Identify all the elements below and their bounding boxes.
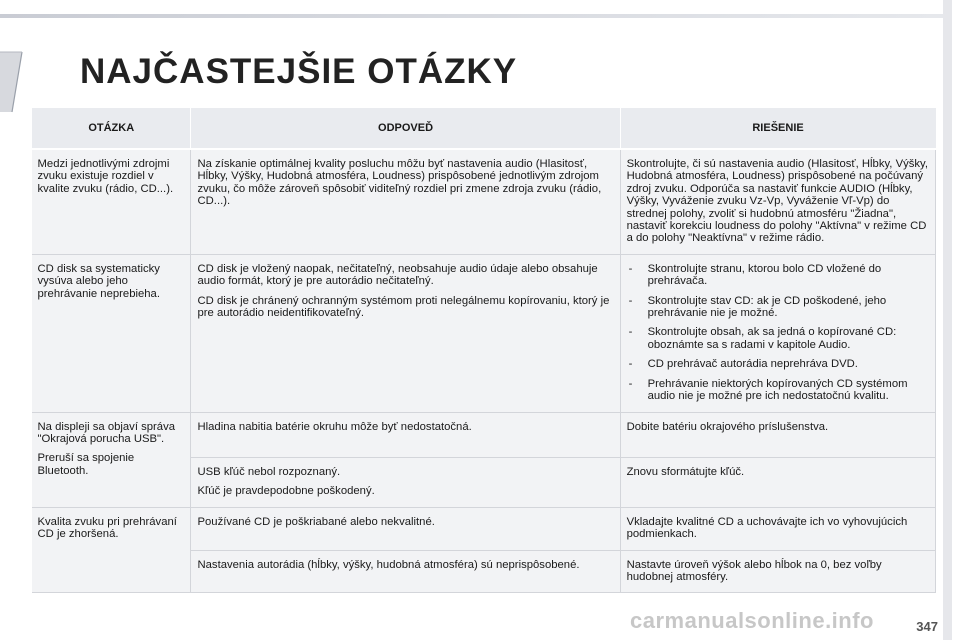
faq-table xyxy=(31,108,936,593)
side-rule xyxy=(943,0,952,640)
answer-text: Na získanie optimálnej kvality posluchu môžu byť nastavenia audio (Hlasitosť, Hĺbky, Výšky, Hudobná atmosféra, Loudness) prispôsobené jednotlivým zdrojom zvuku, čo môže zároveň spôsobiť viditeľný rozdiel pri zmene zdroja zvuku (rádio, CD...). xyxy=(197,158,602,208)
question-text: Preruší sa spojenie Bluetooth. xyxy=(37,452,135,477)
answer-text: Kľúč je pravdepodobne poškodený. xyxy=(197,485,375,498)
list-item: - Skontrolujte stranu, ktorou bolo CD vložené do prehrávača. xyxy=(628,262,882,288)
answer-text: Používané CD je poškriabané alebo nekvalitné. xyxy=(197,515,435,528)
answer-cell xyxy=(191,254,620,412)
answer-cell xyxy=(191,149,620,254)
answer-cell xyxy=(191,507,620,550)
page-number: 347 xyxy=(916,619,938,634)
answer-cell xyxy=(191,412,620,457)
header-answer: ODPOVEĎ xyxy=(191,108,620,149)
table-row xyxy=(32,149,936,254)
question-cell xyxy=(32,507,191,593)
solution-text: Nastavte úroveň výšok alebo hĺbok na 0, bez voľby hudobnej atmosféry. xyxy=(626,558,882,583)
header-solution: RIEŠENIE xyxy=(620,108,935,149)
question-text: Medzi jednotlivými zdrojmi zvuku existuje rozdiel v kvalite zvuku (rádio, CD...). xyxy=(37,158,174,195)
list-item: - CD prehrávač autorádia neprehráva DVD. xyxy=(628,358,858,371)
solution-cell xyxy=(620,254,935,412)
list-item: - Skontrolujte stav CD: ak je CD poškodené, jeho prehrávanie nie je možné. xyxy=(628,294,887,320)
solution-text: Dobite batériu okrajového príslušenstva. xyxy=(626,420,829,433)
answer-cell xyxy=(191,457,620,507)
answer-text: CD disk je vložený naopak, nečitateľný, neobsahuje audio údaje alebo obsahuje audio formát, ktorý je pre autorádio nečitateľný. xyxy=(197,262,598,288)
list-item: - Prehrávanie niektorých kopírovaných CD systémom audio nie je možné pre ich nedostatočnú kvalitu. xyxy=(628,377,908,403)
header-row xyxy=(32,108,936,149)
page-title: NAJČASTEJŠIE OTÁZKY xyxy=(80,52,518,91)
solution-text: Vkladajte kvalitné CD a uchovávajte ich vo vyhovujúcich podmienkach. xyxy=(626,515,908,541)
question-text: CD disk sa systematicky vysúva alebo jeho prehrávanie neprebieha. xyxy=(37,262,160,300)
answer-text: Nastavenia autorádia (hĺbky, výšky, hudobná atmosféra) sú neprispôsobené. xyxy=(197,558,580,571)
solution-cell xyxy=(620,412,935,457)
solution-text: Prehrávanie niektorých kopírovaných CD systémom audio nie je možné pre ich nedostatočnú kvalitu. xyxy=(647,377,908,403)
answer-cell xyxy=(191,550,620,593)
table-row xyxy=(32,254,936,412)
header-question: OTÁZKA xyxy=(32,108,191,149)
question-text: Na displeji sa objaví správa "Okrajová porucha USB". xyxy=(37,420,176,445)
top-rule xyxy=(0,14,944,18)
solution-text: Skontrolujte stav CD: ak je CD poškodené, jeho prehrávanie nie je možné. xyxy=(647,294,887,320)
solution-text: Znovu sformátujte kľúč. xyxy=(626,465,745,478)
list-item: - Skontrolujte obsah, ak sa jedná o kopírované CD: oboznámte sa s radami v kapitole Audio. xyxy=(628,326,897,351)
table-row xyxy=(32,507,936,550)
question-cell xyxy=(32,412,191,507)
solution-text: CD prehrávač autorádia neprehráva DVD. xyxy=(647,358,858,371)
solution-list xyxy=(627,263,929,403)
table-row xyxy=(32,412,936,457)
solution-text: Skontrolujte stranu, ktorou bolo CD vložené do prehrávača. xyxy=(647,262,882,288)
answer-text: CD disk je chránený ochranným systémom proti nelegálnemu kopírovaniu, ktorý je pre autorádio neidentifikovateľný. xyxy=(197,294,610,320)
question-cell xyxy=(32,149,191,254)
solution-cell xyxy=(620,149,935,254)
solution-cell xyxy=(620,507,935,550)
answer-text: Hladina nabitia batérie okruhu môže byť nedostatočná. xyxy=(197,420,472,433)
question-cell xyxy=(32,254,191,412)
question-text: Kvalita zvuku pri prehrávaní CD je zhoršená. xyxy=(37,515,177,541)
answer-text: USB kľúč nebol rozpoznaný. xyxy=(197,465,341,478)
watermark: carmanualsonline.info xyxy=(630,608,874,633)
solution-cell xyxy=(620,457,935,507)
solution-text: Skontrolujte, či sú nastavenia audio (Hlasitosť, Hĺbky, Výšky, Hudobná atmosféra, Loudness) prispôsobené na počúvaný zdroj zvuku. Odporúča sa nastaviť funkcie AUDIO (Hĺbky, Výšky, Vyváženie zvuku Vz-Vp, Vyváženie Vľ-Vp) do strednej polohy, zvoliť si hudobnú atmosféru "Žiadna", nastaviť korekciu loudness do polohy "Aktívna" v režime CD a do polohy "Neaktívna" v režime rádio. xyxy=(626,158,929,245)
solution-cell xyxy=(620,550,935,593)
solution-text: Skontrolujte obsah, ak sa jedná o kopírované CD: oboznámte sa s radami v kapitole Audio. xyxy=(647,326,897,351)
